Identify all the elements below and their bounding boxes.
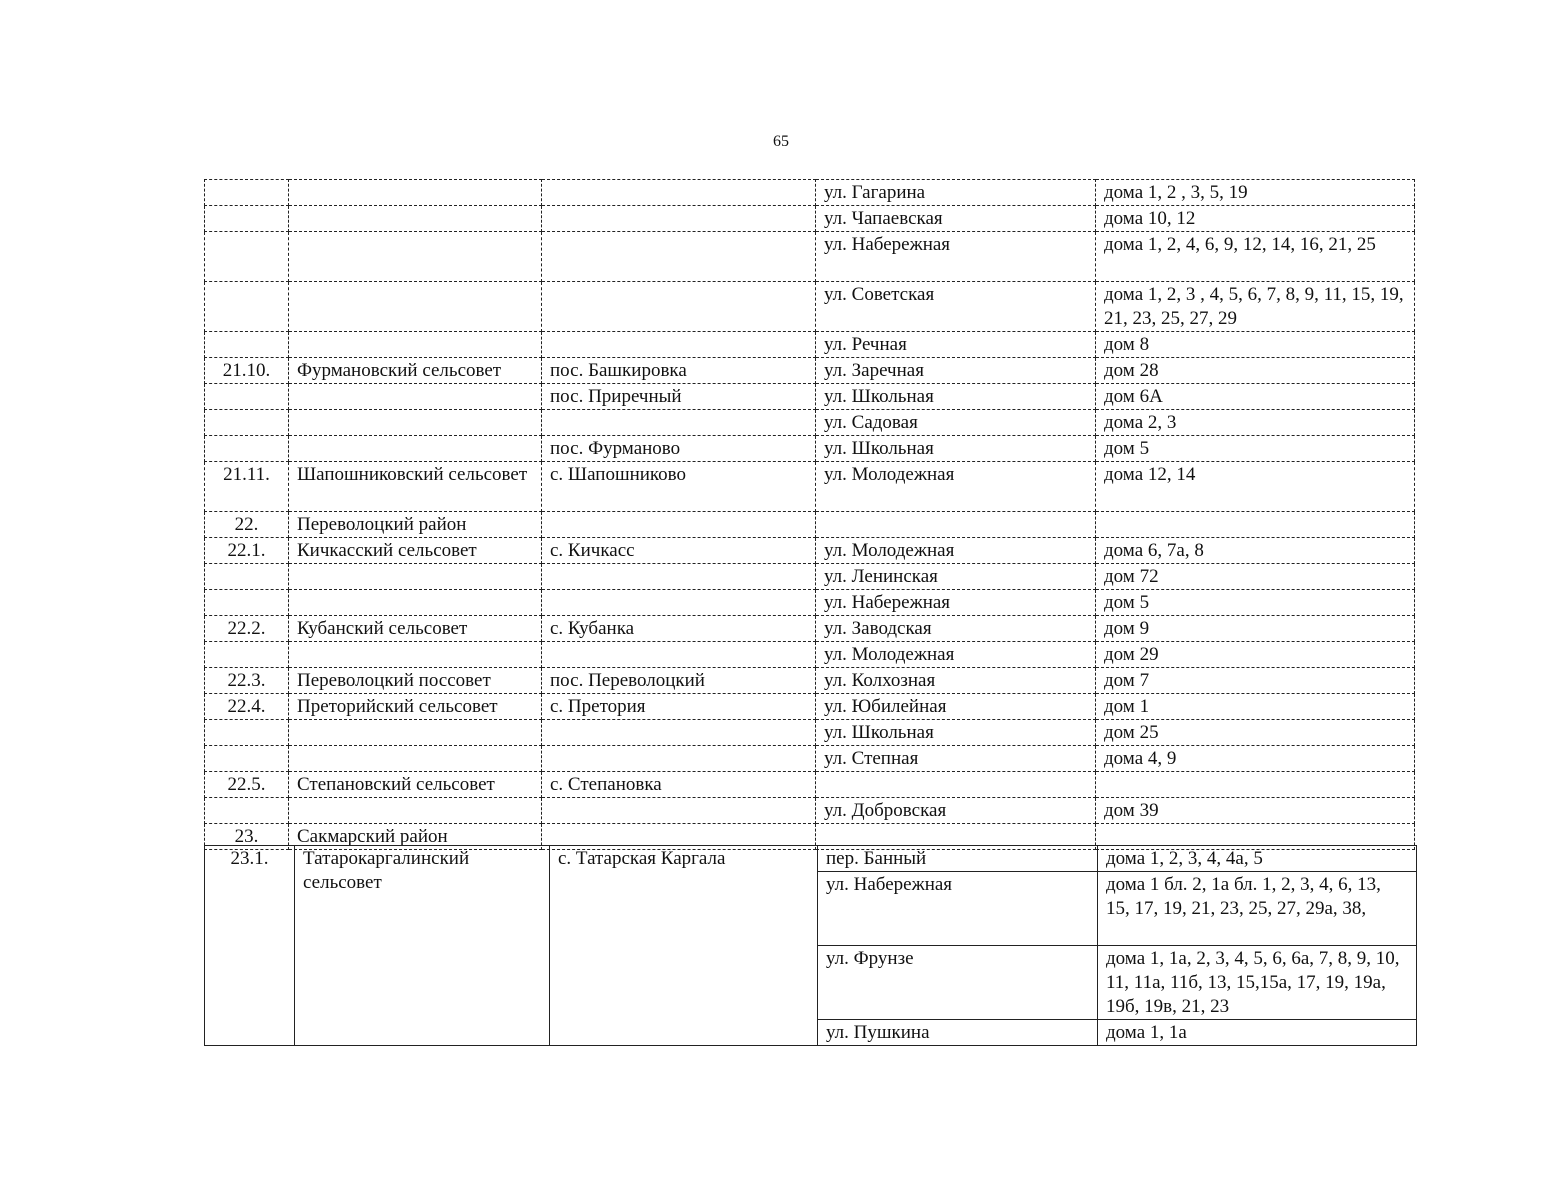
cell-houses: дом 8 xyxy=(1096,332,1415,358)
page-number: 65 xyxy=(773,133,789,150)
table-row xyxy=(205,332,1415,358)
cell-council: Шапошниковский сельсовет xyxy=(289,462,542,512)
cell-houses: дома 1 бл. 2, 1а бл. 1, 2, 3, 4, 6, 13, 15, 17, 19, 21, 23, 25, 27, 29а, 38, xyxy=(1098,872,1417,946)
cell-council xyxy=(289,410,542,436)
cell-street xyxy=(816,512,1096,538)
cell-settlement xyxy=(542,332,816,358)
cell-street: ул. Школьная xyxy=(816,384,1096,410)
cell-street: ул. Садовая xyxy=(816,410,1096,436)
table-row xyxy=(205,616,1415,642)
cell-houses: дома 1, 2, 4, 6, 9, 12, 14, 16, 21, 25 xyxy=(1096,232,1415,282)
cell-street: ул. Молодежная xyxy=(816,538,1096,564)
table-row xyxy=(205,282,1415,332)
cell-houses: дом 39 xyxy=(1096,798,1415,824)
table-row xyxy=(205,746,1415,772)
cell-houses xyxy=(1096,772,1415,798)
cell-num xyxy=(205,564,289,590)
table-row xyxy=(205,180,1415,206)
cell-council xyxy=(289,180,542,206)
cell-council: Переволоцкий поссовет xyxy=(289,668,542,694)
table-row xyxy=(205,410,1415,436)
cell-settlement xyxy=(542,798,816,824)
addresses-table xyxy=(204,179,1415,850)
cell-council xyxy=(289,232,542,282)
cell-houses: дом 1 xyxy=(1096,694,1415,720)
cell-council: Фурмановский сельсовет xyxy=(289,358,542,384)
table-row xyxy=(205,590,1415,616)
cell-num: 22. xyxy=(205,512,289,538)
cell-street: ул. Добровская xyxy=(816,798,1096,824)
table-row xyxy=(205,358,1415,384)
cell-houses: дом 5 xyxy=(1096,436,1415,462)
cell-houses: дома 12, 14 xyxy=(1096,462,1415,512)
cell-num xyxy=(205,180,289,206)
cell-settlement xyxy=(542,410,816,436)
cell-settlement: пос. Приречный xyxy=(542,384,816,410)
cell-settlement: пос. Башкировка xyxy=(542,358,816,384)
cell-street: ул. Советская xyxy=(816,282,1096,332)
cell-num: 23.1. xyxy=(205,846,295,1046)
table-row xyxy=(205,798,1415,824)
cell-houses: дома 10, 12 xyxy=(1096,206,1415,232)
cell-council xyxy=(289,798,542,824)
cell-council xyxy=(289,436,542,462)
cell-houses: дом 29 xyxy=(1096,642,1415,668)
cell-council xyxy=(289,590,542,616)
cell-settlement: с. Кубанка xyxy=(542,616,816,642)
cell-street: ул. Колхозная xyxy=(816,668,1096,694)
cell-street: ул. Молодежная xyxy=(816,642,1096,668)
table-row xyxy=(205,564,1415,590)
cell-num xyxy=(205,746,289,772)
cell-num: 23. xyxy=(205,824,289,850)
cell-houses: дом 72 xyxy=(1096,564,1415,590)
cell-council: Кичкасский сельсовет xyxy=(289,538,542,564)
cell-street: ул. Ленинская xyxy=(816,564,1096,590)
cell-street: ул. Набережная xyxy=(818,872,1098,946)
cell-num: 22.3. xyxy=(205,668,289,694)
cell-street: ул. Заречная xyxy=(816,358,1096,384)
cell-num: 21.11. xyxy=(205,462,289,512)
table-row xyxy=(205,384,1415,410)
cell-council: Степановский сельсовет xyxy=(289,772,542,798)
cell-houses: дома 6, 7а, 8 xyxy=(1096,538,1415,564)
cell-houses: дома 2, 3 xyxy=(1096,410,1415,436)
cell-street: ул. Заводская xyxy=(816,616,1096,642)
cell-settlement: с. Татарская Каргала xyxy=(550,846,818,1046)
cell-street: ул. Молодежная xyxy=(816,462,1096,512)
cell-houses: дом 28 xyxy=(1096,358,1415,384)
table-row xyxy=(205,436,1415,462)
cell-council xyxy=(289,720,542,746)
cell-council xyxy=(289,384,542,410)
cell-council: Татарокаргалинский сельсовет xyxy=(295,846,550,1046)
table-row xyxy=(205,694,1415,720)
cell-council: Переволоцкий район xyxy=(289,512,542,538)
cell-num xyxy=(205,206,289,232)
table-row xyxy=(205,720,1415,746)
cell-settlement: с. Шапошниково xyxy=(542,462,816,512)
cell-street: ул. Пушкина xyxy=(818,1020,1098,1046)
table-row xyxy=(205,512,1415,538)
cell-council xyxy=(289,564,542,590)
cell-num xyxy=(205,798,289,824)
cell-houses: дом 5 xyxy=(1096,590,1415,616)
cell-num: 22.5. xyxy=(205,772,289,798)
cell-council xyxy=(289,206,542,232)
cell-settlement xyxy=(542,282,816,332)
table-row xyxy=(205,462,1415,512)
cell-street: ул. Школьная xyxy=(816,720,1096,746)
cell-settlement xyxy=(542,642,816,668)
cell-settlement xyxy=(542,720,816,746)
cell-settlement: с. Кичкасс xyxy=(542,538,816,564)
cell-council xyxy=(289,282,542,332)
cell-council xyxy=(289,746,542,772)
cell-street xyxy=(816,772,1096,798)
cell-settlement xyxy=(542,232,816,282)
cell-council xyxy=(289,332,542,358)
cell-num xyxy=(205,642,289,668)
table-row xyxy=(205,668,1415,694)
cell-settlement xyxy=(542,206,816,232)
cell-street: ул. Речная xyxy=(816,332,1096,358)
cell-settlement xyxy=(542,746,816,772)
cell-settlement xyxy=(542,590,816,616)
cell-num: 22.1. xyxy=(205,538,289,564)
cell-street: ул. Фрунзе xyxy=(818,946,1098,1020)
cell-num: 22.2. xyxy=(205,616,289,642)
table-row xyxy=(205,772,1415,798)
cell-street: пер. Банный xyxy=(818,846,1098,872)
cell-council: Кубанский сельсовет xyxy=(289,616,542,642)
cell-settlement xyxy=(542,180,816,206)
cell-houses: дома 1, 2, 3, 4, 4а, 5 xyxy=(1098,846,1417,872)
cell-houses: дома 1, 1а, 2, 3, 4, 5, 6, 6а, 7, 8, 9, 10, 11, 11а, 11б, 13, 15,15а, 17, 19, 19а, 19б, 19в, 21, 23 xyxy=(1098,946,1417,1020)
table-row xyxy=(205,232,1415,282)
cell-num xyxy=(205,436,289,462)
cell-num: 21.10. xyxy=(205,358,289,384)
cell-houses: дома 1, 1а xyxy=(1098,1020,1417,1046)
cell-settlement: с. Степановка xyxy=(542,772,816,798)
cell-settlement xyxy=(542,564,816,590)
cell-council xyxy=(289,642,542,668)
cell-num xyxy=(205,332,289,358)
cell-num xyxy=(205,282,289,332)
cell-street: ул. Набережная xyxy=(816,590,1096,616)
cell-council: Преторийский сельсовет xyxy=(289,694,542,720)
cell-street: ул. Набережная xyxy=(816,232,1096,282)
cell-street: ул. Гагарина xyxy=(816,180,1096,206)
cell-settlement: пос. Фурманово xyxy=(542,436,816,462)
table-row xyxy=(205,538,1415,564)
cell-houses xyxy=(1096,512,1415,538)
cell-num xyxy=(205,590,289,616)
cell-houses: дом 6А xyxy=(1096,384,1415,410)
cell-num xyxy=(205,232,289,282)
cell-houses: дома 4, 9 xyxy=(1096,746,1415,772)
cell-houses: дом 9 xyxy=(1096,616,1415,642)
cell-settlement: с. Претория xyxy=(542,694,816,720)
cell-num xyxy=(205,720,289,746)
cell-num: 22.4. xyxy=(205,694,289,720)
cell-street: ул. Школьная xyxy=(816,436,1096,462)
cell-street: ул. Степная xyxy=(816,746,1096,772)
cell-settlement: пос. Переволоцкий xyxy=(542,668,816,694)
cell-council: Сакмарский район xyxy=(289,824,542,850)
cell-houses: дома 1, 2, 3 , 4, 5, 6, 7, 8, 9, 11, 15, 19, 21, 23, 25, 27, 29 xyxy=(1096,282,1415,332)
cell-settlement xyxy=(542,512,816,538)
addresses-table-last-block xyxy=(204,845,1417,1046)
cell-houses: дома 1, 2 , 3, 5, 19 xyxy=(1096,180,1415,206)
table-row xyxy=(205,642,1415,668)
cell-street: ул. Чапаевская xyxy=(816,206,1096,232)
cell-num xyxy=(205,410,289,436)
cell-houses: дом 25 xyxy=(1096,720,1415,746)
cell-num xyxy=(205,384,289,410)
cell-houses: дом 7 xyxy=(1096,668,1415,694)
table-row xyxy=(205,846,1417,872)
cell-street: ул. Юбилейная xyxy=(816,694,1096,720)
table-row xyxy=(205,206,1415,232)
